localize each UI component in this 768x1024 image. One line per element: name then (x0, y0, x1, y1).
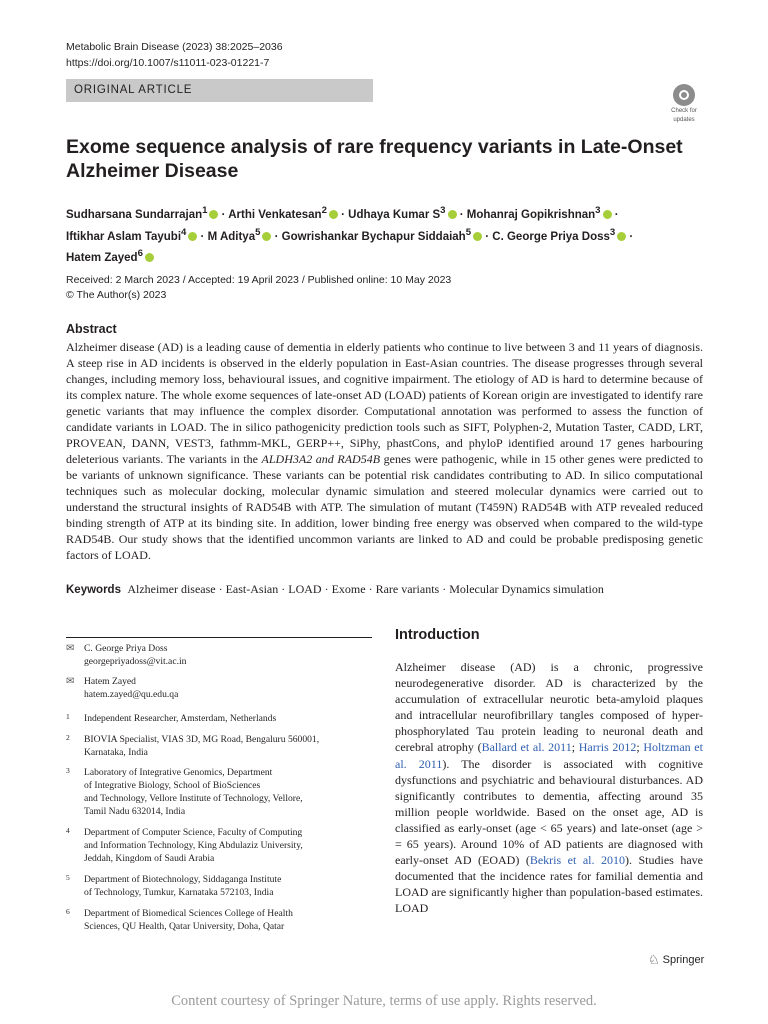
author[interactable]: Hatem Zayed$^6$ (66, 248, 143, 265)
affiliation: 6 Department of Biomedical Sciences College of Health Sciences, QU Health, Qatar University, Doha, Qatar (66, 907, 293, 932)
introduction-heading: Introduction (395, 627, 480, 643)
abstract-text: Alzheimer disease (AD) is a leading cause of dementia in elderly patients who continue to live between 3 and 11 years of diagnosis. A steep rise in AD incidents is observed in the elderly population in East-Asian countries. The disease progresses through several changes, including memory loss, behavioural issues, and cognitive impairment. The etiology of AD is hard to determine because of its complex nature. The whole exome sequences of late-onset AD (LOAD) patients of Korean origin are investigated to identify rare genetic variants that may influence the complex disorder. Computational annotation was performed to assess the function of candidate variants in LOAD. The in silico pathogenicity prediction tools such as SIFT, Polyphen-2, Mutation Taster, CADD, LRT, PROVEAN, DANN, VEST3, fathmm-MKL, GERP++, SiPhy, phastCons, and phyloP identified around 17 genes harbouring deleterious variants. The variants in the ALDH3A2 and RAD54B genes were pathogenic, while in 15 other genes were predicted to be variants of unknown significance. These variants can be potential risk candidates contributing to AD. In silico computational techniques such as molecular docking, molecular dynamic simulation and steered molecular dynamics were carried out to understand the structural insights of RAD54B with ATP. The simulation of mutant (T459N) RAD54B with ATP revealed reduced binding strength of ATP at its binding site. In addition, lower binding free energy was observed when compared to the wild-type RAD54B. Our study shows that the identified uncommon variants are linked to AD and could be probable predisposing genetic factors of LOAD. (66, 340, 703, 562)
orcid-icon[interactable] (329, 210, 338, 219)
correspondence-email[interactable]: georgepriyadoss@vit.ac.in (84, 656, 187, 667)
author[interactable]: Gowrishankar Bychapur Siddaiah$^5$ (281, 226, 472, 243)
article-title: Exome sequence analysis of rare frequency variants in Late-Onset Alzheimer Disease (66, 136, 683, 182)
affiliation: 4 Department of Computer Science, Faculty of Computing and Information Technology, King Abdulaziz University, Jeddah, Kingdom of Saudi Arabia (66, 826, 303, 864)
affiliation: 3 Laboratory of Integrative Genomics, Department of Integrative Biology, School of BioSciences and Technology, Vellore Institute of Technology, Vellore, Tamil Nadu 632014, India (66, 766, 303, 817)
doi-link[interactable]: https://doi.org/10.1007/s11011-023-01221-7 (66, 57, 270, 69)
keywords (66, 581, 706, 598)
check-updates-label-1: Check for (671, 108, 697, 114)
footer-notice: Content courtesy of Springer Nature, terms of use apply. Rights reserved. (171, 993, 597, 1009)
keywords-list: Alzheimer disease · East-Asian · LOAD · Exome · Rare variants · Molecular Dynamics simulation (127, 582, 604, 596)
orcid-icon[interactable] (209, 210, 218, 219)
copyright-line: © The Author(s) 2023 (66, 288, 167, 301)
author[interactable]: Udhaya Kumar $S^3$ (348, 205, 446, 221)
affiliation: 1 Independent Researcher, Amsterdam, Netherlands (66, 712, 277, 724)
author[interactable]: Iftikhar Aslam Tayubi$^4$ (66, 226, 187, 243)
correspondence-entry (66, 642, 366, 668)
correspondence-name: C. George Priya Doss (84, 643, 168, 654)
divider (66, 637, 372, 638)
check-for-updates-badge[interactable] (665, 84, 703, 124)
check-updates-label-2: updates (673, 117, 695, 123)
author[interactable]: Sudharsana Sundarrajan$^1$ (66, 205, 208, 221)
author[interactable]: Mohanraj Gopikrishnan$^3$ (466, 205, 601, 221)
author[interactable]: Arthi Venkatesan$^2$ (228, 205, 327, 221)
journal-header (66, 39, 283, 71)
author-affiliations (66, 642, 366, 939)
author[interactable]: M Aditya$^5$ (207, 226, 261, 243)
author[interactable]: C. George Priya Doss$^3$ (492, 226, 616, 243)
orcid-icon[interactable] (188, 232, 197, 241)
author-list: Sudharsana Sundarrajan$^1$ · Arthi Venkatesan$^2$ · Udhaya Kumar $S^3$ · Mohanraj Gopikrishnan$^3$ · Iftikhar Aslam Tayubi$^4$ · M Aditya$^5$ · Gowrishankar Bychapur Siddaiah$^5$ · C. George Priya Doss$^3$ · Hatem Zayed$^6$ (66, 205, 634, 265)
keywords-heading: Keywords (66, 584, 121, 596)
citation-link[interactable]: Harris 2012 (578, 740, 637, 755)
affiliation: 5 Department of Biotechnology, Siddaganga Institute of Technology, Tumkur, Karnataka 572103, India (66, 873, 282, 898)
orcid-icon[interactable] (448, 210, 457, 219)
abstract-heading: Abstract (66, 322, 117, 336)
publication-dates (66, 273, 451, 302)
orcid-icon[interactable] (603, 210, 612, 219)
orcid-icon[interactable] (262, 232, 271, 241)
citation-link[interactable]: Ballard et al. 2011 (481, 740, 572, 755)
journal-citation: Metabolic Brain Disease (2023) 38:2025–2036 (66, 41, 283, 53)
citation-link[interactable]: Holtzman et al. 2011 (395, 740, 703, 771)
envelope-icon: ✉ (66, 676, 75, 687)
envelope-icon: ✉ (66, 643, 75, 654)
check-updates-icon (673, 84, 695, 106)
orcid-icon[interactable] (473, 232, 482, 241)
orcid-icon[interactable] (617, 232, 626, 241)
correspondence-entry (66, 675, 366, 701)
date-history: Received: 2 March 2023 / Accepted: 19 April 2023 / Published online: 10 May 2023 (66, 274, 452, 286)
citation-link[interactable]: Bekris et al. 2010 (529, 853, 625, 868)
introduction-text: Alzheimer disease (AD) is a chronic, progressive neurodegenerative disorder. AD is characterized by the accumulation of extracellular neurotic beta-amyloid plaques and intracellular neurofibrillary tangles composed of hyper-phosphorylated Tau protein leading to neuronal death and cerebral atrophy (Ballard et al. 2011; Harris 2012; Holtzman et al. 2011). The disorder is associated with cognitive dysfunctions and psychiatric and behavioural disturbances. AD significantly contributes to dementia, affecting around 35 million people worldwide. Based on the onset age, AD is classified as early-onset (age < 65 years) and late-onset (age > = 65 years). Around 10% of AD patients are diagnosed with early-onset AD (EOAD) (Bekris et al. 2010). Studies have documented that the incidence rates for familial dementia and LOAD are significantly higher than population-based estimates. LOAD (395, 660, 704, 916)
publisher-name: Springer (662, 954, 705, 966)
correspondence-email[interactable]: hatem.zayed@qu.edu.qa (84, 689, 179, 700)
springer-horse-icon: ♘ (648, 952, 660, 967)
publisher-logo (648, 952, 704, 968)
orcid-icon[interactable] (145, 253, 154, 262)
correspondence-name: Hatem Zayed (84, 676, 136, 687)
article-type-banner: ORIGINAL ARTICLE (66, 79, 373, 102)
affiliation: 2 BIOVIA Specialist, VIAS 3D, MG Road, Bengaluru 560001, Karnataka, India (66, 733, 320, 758)
